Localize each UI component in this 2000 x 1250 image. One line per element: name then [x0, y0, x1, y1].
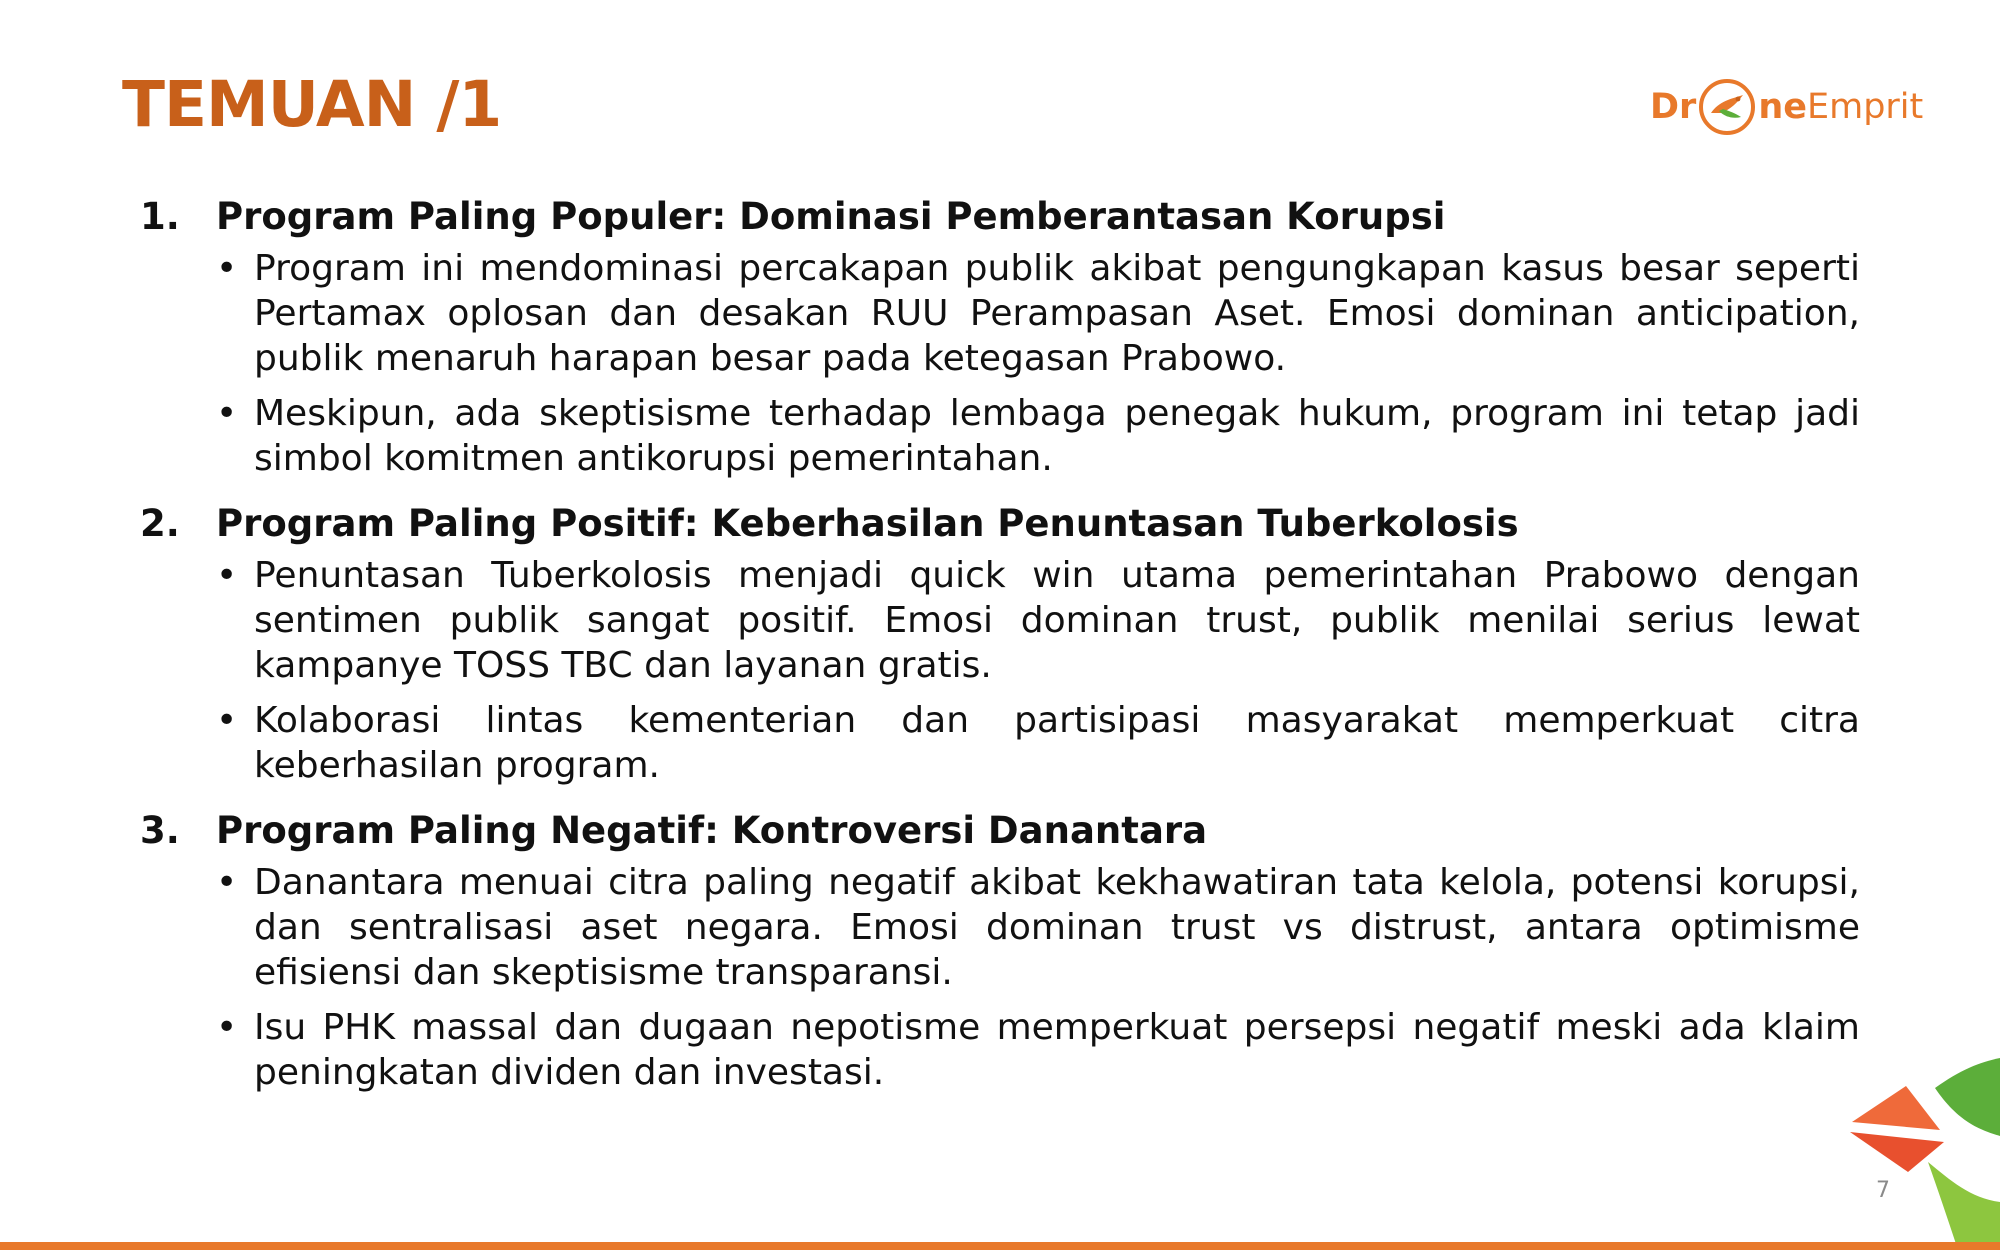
- finding-item: [140, 806, 1860, 1095]
- bullet-dot-icon: •: [216, 248, 238, 289]
- bullet-dot-icon: •: [216, 555, 238, 596]
- corner-decoration-icon: [1840, 1050, 2000, 1250]
- logo-text-emprit: Emprit: [1806, 87, 1924, 127]
- drone-bird-icon: [1697, 77, 1757, 137]
- finding-number: 3.: [140, 809, 180, 852]
- finding-bullets: [216, 860, 1860, 1095]
- finding-heading-row: [140, 806, 1860, 856]
- bullet-item: [216, 246, 1860, 381]
- finding-bullets: [216, 553, 1860, 788]
- bullet-text: Danantara menuai citra paling negatif akibat kekhawatiran tata kelola, potensi korupsi, dan sentralisasi aset negara. Emosi dominan trust vs distrust, antara optimisme efisiensi dan skeptisisme transparansi.: [254, 862, 1860, 993]
- logo-text-ne: ne: [1758, 87, 1807, 127]
- finding-item: [140, 499, 1860, 788]
- bullet-text: Penuntasan Tuberkolosis menjadi quick win utama pemerintahan Prabowo dengan sentimen publik sangat positif. Emosi dominan trust, publik menilai serius lewat kampanye TOSS TBC dan layanan gratis.: [254, 555, 1860, 686]
- finding-heading: Program Paling Negatif: Kontroversi Danantara: [216, 809, 1208, 852]
- logo-text-dr: Dr: [1650, 87, 1697, 127]
- finding-number: 2.: [140, 502, 180, 545]
- finding-number: 1.: [140, 195, 180, 238]
- bullet-item: [216, 1005, 1860, 1095]
- finding-item: [140, 192, 1860, 481]
- bottom-accent-bar: [0, 1242, 2000, 1250]
- finding-heading: Program Paling Populer: Dominasi Pemberantasan Korupsi: [216, 195, 1446, 238]
- finding-heading: Program Paling Positif: Keberhasilan Penuntasan Tuberkolosis: [216, 502, 1519, 545]
- bullet-text: Meskipun, ada skeptisisme terhadap lembaga penegak hukum, program ini tetap jadi simbol komitmen antikorupsi pemerintahan.: [254, 393, 1860, 479]
- slide-title: TEMUAN /1: [122, 68, 502, 141]
- finding-bullets: [216, 246, 1860, 481]
- bullet-text: Kolaborasi lintas kementerian dan partisipasi masyarakat memperkuat citra keberhasilan program.: [254, 700, 1860, 786]
- bullet-text: Program ini mendominasi percakapan publik akibat pengungkapan kasus besar seperti Pertamax oplosan dan desakan RUU Perampasan Aset. Emosi dominan anticipation, publik menaruh harapan besar pada ketegasan Prabowo.: [254, 248, 1860, 379]
- finding-heading-row: [140, 192, 1860, 242]
- findings-list: [140, 192, 1860, 1095]
- bullet-text: Isu PHK massal dan dugaan nepotisme memperkuat persepsi negatif meski ada klaim peningkatan dividen dan investasi.: [254, 1007, 1860, 1093]
- finding-heading-row: [140, 499, 1860, 549]
- bullet-item: [216, 391, 1860, 481]
- drone-emprit-logo: [1650, 72, 1923, 142]
- bullet-dot-icon: •: [216, 862, 238, 903]
- bullet-item: [216, 698, 1860, 788]
- bullet-dot-icon: •: [216, 1007, 238, 1048]
- page-number: 7: [1876, 1178, 1890, 1203]
- bullet-dot-icon: •: [216, 393, 238, 434]
- bullet-item: [216, 553, 1860, 688]
- bullet-dot-icon: •: [216, 700, 238, 741]
- bullet-item: [216, 860, 1860, 995]
